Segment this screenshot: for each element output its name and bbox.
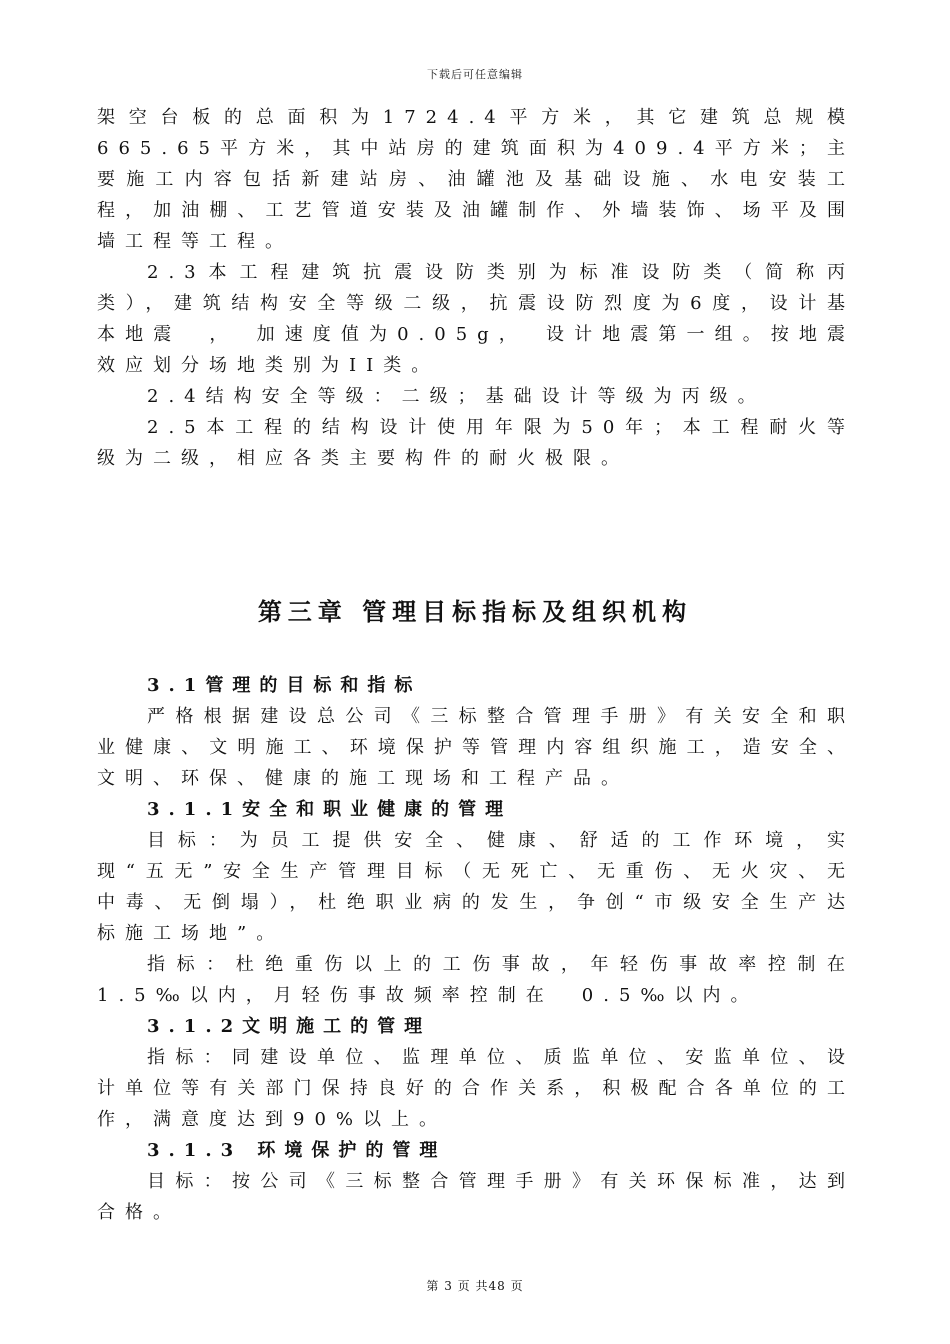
safety-health-heading: 3.1.1安全和职业健康的管理 bbox=[147, 799, 513, 820]
section-paragraph: 严格根据建设总公司《三标整合管理手册》有关安全和职业健康、文明施工、环境保护等管理内容组织施工，造安全、文明、环保、健康的施工现场和工程产品。 bbox=[97, 706, 855, 789]
civilized-construction-heading: 3.1.2文明施工的管理 bbox=[147, 1016, 432, 1037]
structure-safety-paragraph: 2.4结构安全等级：二级；基础设计等级为丙级。 bbox=[147, 386, 766, 407]
section-heading: 3.1管理的目标和指标 bbox=[147, 675, 422, 696]
chapter-title: 第三章 管理目标指标及组织机构 bbox=[257, 598, 693, 626]
civilized-index-paragraph: 指标：同建设单位、监理单位、质监单位、安监单位、设计单位等有关部门保持良好的合作关系，积极配合各单位的工作，满意度达到90%以上。 bbox=[97, 1047, 855, 1130]
design-life-paragraph: 2.5本工程的结构设计使用年限为50年；本工程耐火等级为二级，相应各类主要构件的耐火极限。 bbox=[97, 417, 855, 469]
safety-goal-paragraph: 目标：为员工提供安全、健康、舒适的工作环境，实现“五无”安全生产管理目标（无死亡、无重伤、无火灾、无中毒、无倒塌），杜绝职业病的发生，争创“市级安全生产达标施工场地”。 bbox=[97, 830, 855, 944]
seismic-paragraph: 2.3本工程建筑抗震设防类别为标准设防类（简称丙类），建筑结构安全等级二级，抗震设防烈度为6度，设计基本地震 ， 加速度值为0.05g， 设计地震第一组。按地震效应划分场地类别为II类。 bbox=[97, 262, 855, 376]
intro-section bbox=[97, 102, 855, 474]
environment-goal-paragraph: 目标：按公司《三标整合管理手册》有关环保标准，达到合格。 bbox=[97, 1171, 855, 1223]
intro-paragraph: 架空台板的总面积为1724.4平方米，其它建筑总规模665.65平方米，其中站房的建筑面积为409.4平方米；主要施工内容包括新建站房、油罐池及基础设施、水电安装工程，加油棚、工艺管道安装及油罐制作、外墙装饰、场平及围墙工程等工程。 bbox=[97, 107, 855, 252]
page-header: 下载后可任意编辑 bbox=[427, 68, 523, 81]
environment-heading: 3.1.3 环境保护的管理 bbox=[147, 1140, 447, 1161]
page-footer: 第 3 页 共48 页 bbox=[426, 1279, 524, 1293]
management-goals-section bbox=[97, 670, 855, 1228]
safety-index-paragraph: 指标：杜绝重伤以上的工伤事故，年轻伤事故率控制在1.5‰以内，月轻伤事故频率控制在 0.5‰以内。 bbox=[97, 954, 855, 1006]
